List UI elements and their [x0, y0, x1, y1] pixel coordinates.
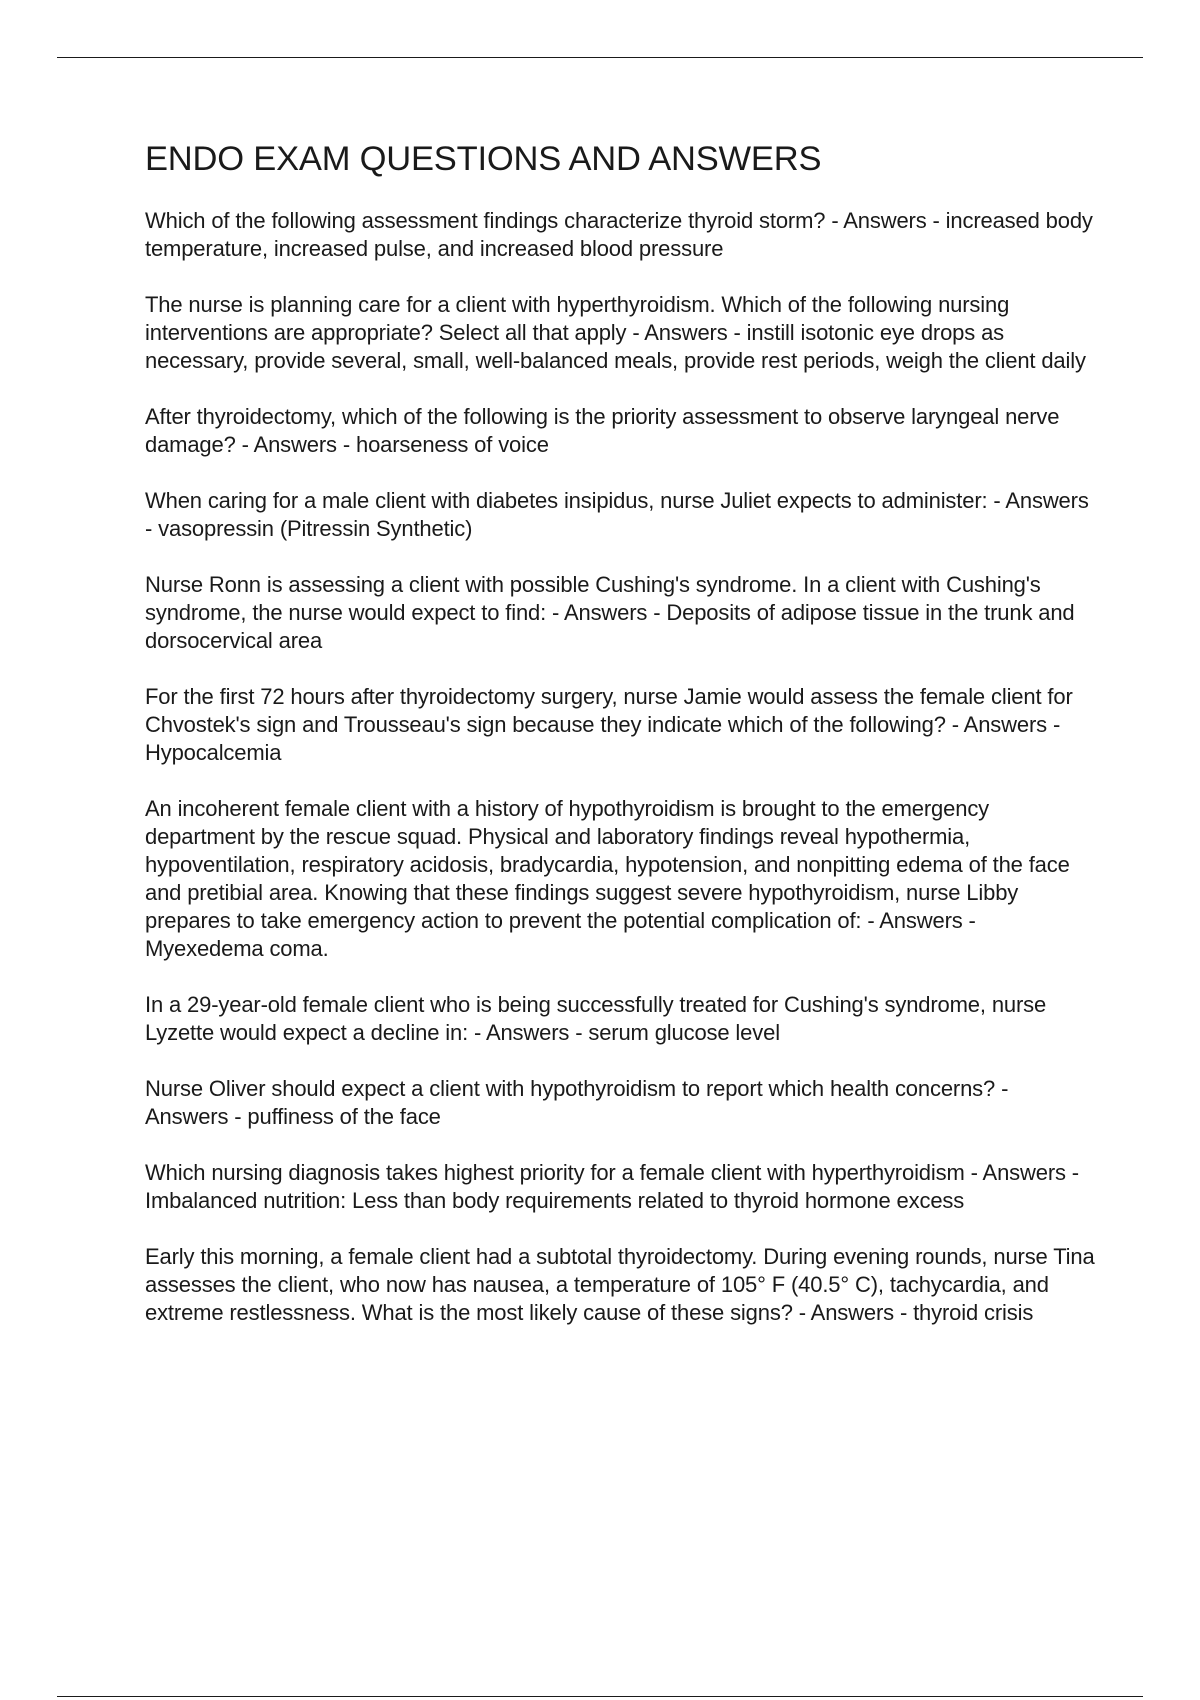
- qa-item: The nurse is planning care for a client with hyperthyroidism. Which of the following nursing interventions are appropriate? Select all that apply - Answers - instill isotonic eye drops as necessary, provide several, small, well-balanced meals, provide rest periods, weigh the client daily: [145, 292, 1086, 373]
- qa-item: Early this morning, a female client had a subtotal thyroidectomy. During evening rounds, nurse Tina assesses the client, who now has nausea, a temperature of 105° F (40.5° C), tachycardia, and extreme restlessness. What is the most likely cause of these signs? - Answers - thyroid crisis: [145, 1244, 1095, 1325]
- document-title: ENDO EXAM QUESTIONS AND ANSWERS: [145, 140, 822, 178]
- document-body: [145, 140, 1095, 1355]
- top-rule: [57, 57, 1143, 58]
- bottom-rule: [57, 1696, 1143, 1697]
- qa-item: For the first 72 hours after thyroidectomy surgery, nurse Jamie would assess the female client for Chvostek's sign and Trousseau's sign because they indicate which of the following? - Answers - Hypocalcemia: [145, 684, 1073, 765]
- qa-item: An incoherent female client with a history of hypothyroidism is brought to the emergency department by the rescue squad. Physical and laboratory findings reveal hypothermia, hypoventilation, respiratory acidosis, bradycardia, hypotension, and nonpitting edema of the face and pretibial area. Knowing that these findings suggest severe hypothyroidism, nurse Libby prepares to take emergency action to prevent the potential complication of: - Answers - Myexedema coma.: [145, 796, 1070, 961]
- qa-item: Nurse Oliver should expect a client with hypothyroidism to report which health concerns? - Answers - puffiness of the face: [145, 1076, 1009, 1129]
- qa-item: After thyroidectomy, which of the following is the priority assessment to observe laryngeal nerve damage? - Answers - hoarseness of voice: [145, 404, 1060, 457]
- qa-item: Nurse Ronn is assessing a client with possible Cushing's syndrome. In a client with Cushing's syndrome, the nurse would expect to find: - Answers - Deposits of adipose tissue in the trunk and dorsocervical area: [145, 572, 1075, 653]
- qa-item: Which of the following assessment findings characterize thyroid storm? - Answers - increased body temperature, increased pulse, and increased blood pressure: [145, 208, 1093, 261]
- qa-item: When caring for a male client with diabetes insipidus, nurse Juliet expects to administer: - Answers - vasopressin (Pitressin Synthetic): [145, 488, 1089, 541]
- qa-item: In a 29-year-old female client who is being successfully treated for Cushing's syndrome, nurse Lyzette would expect a decline in: - Answers - serum glucose level: [145, 992, 1047, 1045]
- qa-item: Which nursing diagnosis takes highest priority for a female client with hyperthyroidism - Answers - Imbalanced nutrition: Less than body requirements related to thyroid hormone excess: [145, 1160, 1079, 1213]
